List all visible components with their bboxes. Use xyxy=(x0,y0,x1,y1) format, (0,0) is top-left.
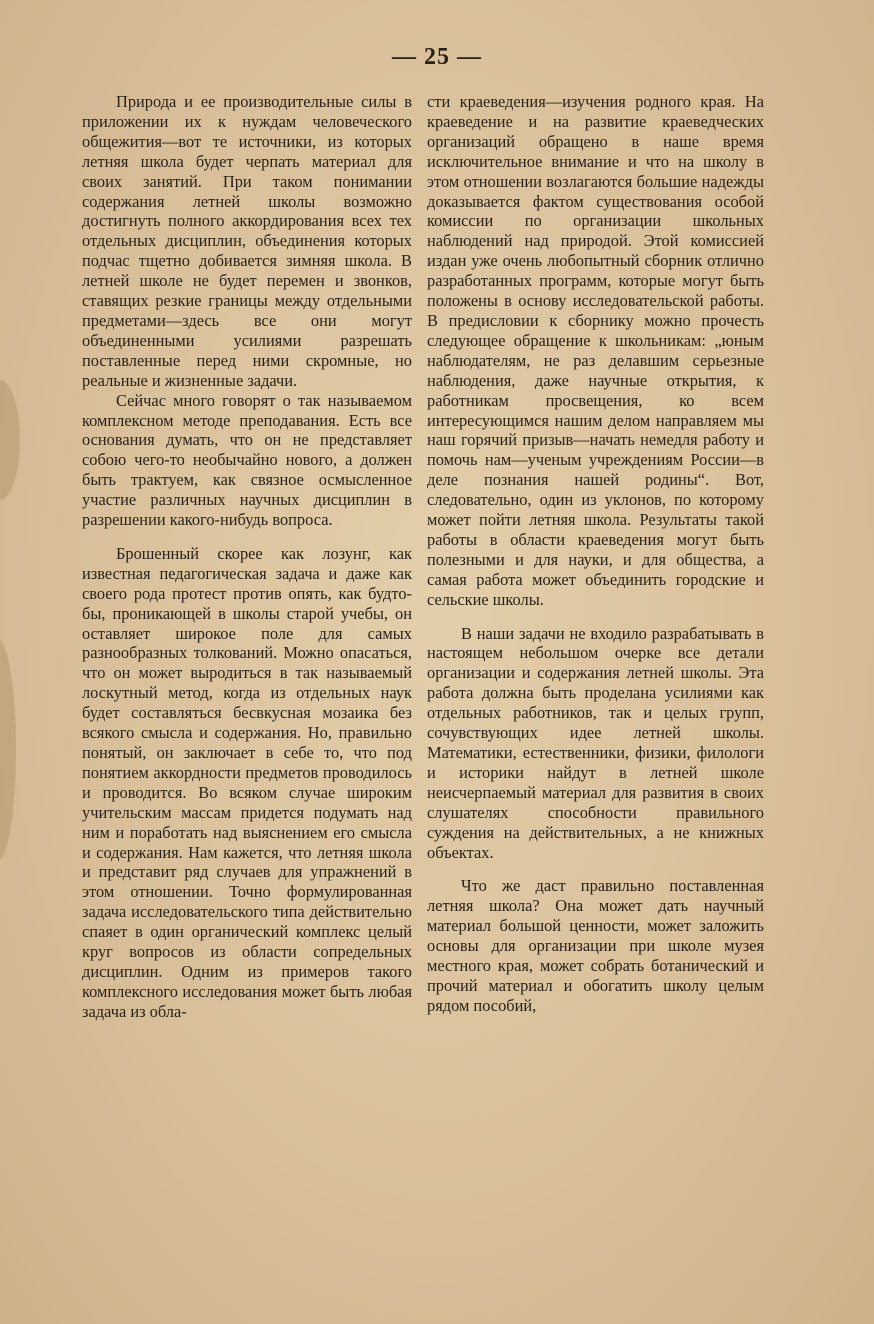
right-text-column xyxy=(427,92,764,1016)
paragraph: сти краеведения—изучения родного края. На краеведение и на развитие краеведческих организаций обращено в наше время исключительное внимание и что на школу в этом отношении возлагаются большие надежды доказывается фактом существования особой комиссии по организации школьных наблюдений над природой. Этой комиссией издан уже очень любопытный сборник отлично разработанных программ, которые могут быть положены в основу исследовательской работы. В предисловии к сборнику можно прочесть следующее обращение к школьникам: „юным наблюдателям, не раз делавшим серьезные наблюдения, даже научные открытия, к работникам просвещения, ко всем интересующимся нашим делом направляем мы наш горячий призыв—начать немедля работу и помочь нам—ученым учреждениям России—в деле познания нашей родины“. Вот, следовательно, один из уклонов, по которому может пойти летняя школа. Результаты такой работы в области краеведения могут быть полезными и для науки, и для общества, а самая работа может объединить городские и сельские школы. xyxy=(427,92,764,609)
paper-stain xyxy=(0,380,20,500)
left-text-column xyxy=(82,92,412,1022)
paragraph: Что же даст правильно поставленная летняя школа? Она может дать научный материал большой ценности, может заложить основы для организации при школе музея местного края, может собрать ботанический и прочий материал и обогатить школу целым рядом пособий, xyxy=(427,876,764,1015)
paper-stain xyxy=(0,640,16,860)
paragraph: В наши задачи не входило разрабатывать в настоящем небольшом очерке все детали организации и содержания летней школы. Эта работа должна быть проделана усилиями как отдельных работников, так и целых групп, сочувствующих идее летней школы. Математики, естественники, физики, филологи и историки найдут в летней школе неисчерпаемый материал для развития в своих слушателях способности правильного суждения на действительных, а не книжных объектах. xyxy=(427,623,764,862)
paragraph: Сейчас много говорят о так называемом комплексном методе преподавания. Есть все основания думать, что он не представляет собою чего-то необычайно нового, а должен быть трактуем, как связное осмысленное участие различных научных дисциплин в разрешении какого-нибудь вопроса. xyxy=(82,390,412,530)
page-number: — 25 — xyxy=(392,44,482,70)
paragraph: Брошенный скорее как лозунг, как известная педагогическая задача и даже как своего рода протест против опять, как будто-бы, проникающей в школы старой учебы, он оставляет широкое поле для самых разнообразных толкований. Можно опасаться, что он может выродиться в так называемый лоскутный метод, когда из отдельных наук будет составляться бесвкусная мозаика без всякого смысла и содержания. Но, правильно понятый, он заключает в себе то, что под понятием аккордности предметов проводилось и проводится. Во всяком случае широким учительским массам придется подумать над ним и поработать над выяснением его смысла и содержания. Нам кажется, что летняя школа и представит ряд случаев для упражнений в этом отношении. Точно формулированная задача исследовательского типа действительно спаяет в один органический комплекс целый круг вопросов из области сопредельных дисциплин. Одним из примеров такого комплексного исследования может быть любая задача из обла- xyxy=(82,543,412,1021)
paragraph: Природа и ее производительные силы в приложении их к нуждам человеческого общежития—вот те источники, из которых летняя школа будет черпать материал для своих занятий. При таком понимании содержания летней школы возможно достигнуть полного аккордирования всех тех отдельных дисциплин, объединения которых подчас тщетно добивается зимняя школа. В летней школе не будет перемен и звонков, ставящих резкие границы между отдельными предметами—здесь все они могут объединенными усилиями разрешать поставленные перед ними скромные, но реальные и жизненные задачи. xyxy=(82,92,412,390)
